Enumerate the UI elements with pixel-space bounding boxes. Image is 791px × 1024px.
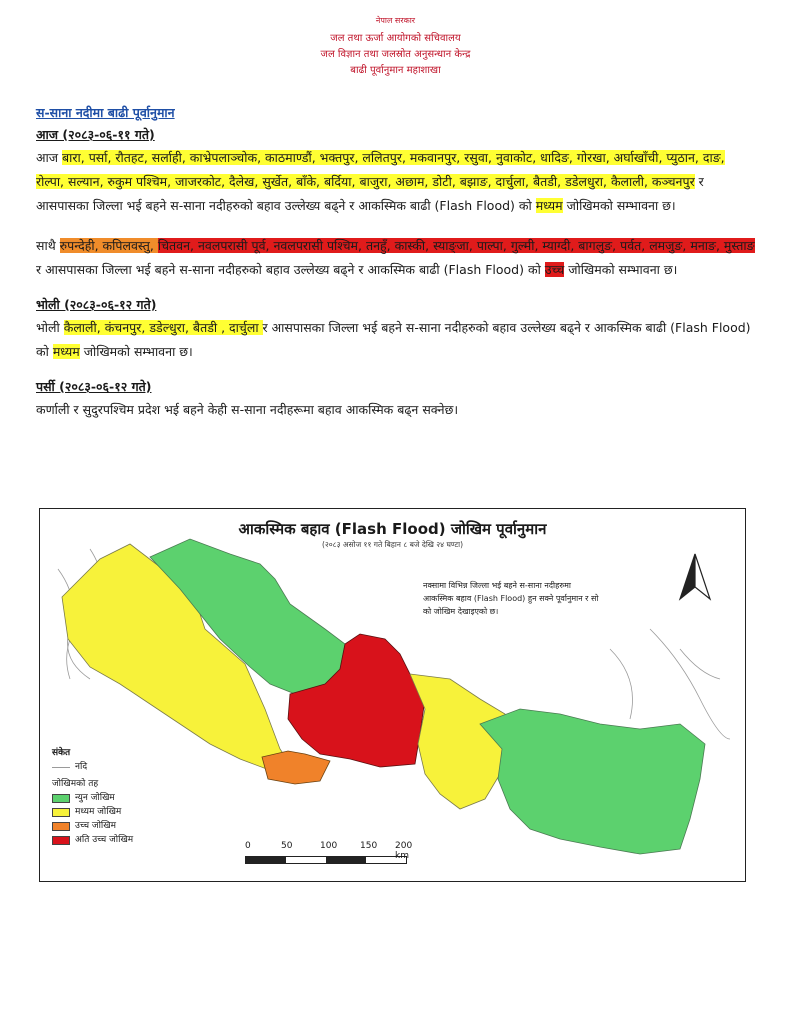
scale-bar-graphic [245,856,407,864]
map-note: नक्सामा विभिन्न जिल्ला भई बहने स-साना नदीहरुमा आकस्मिक बहाव (Flash Flood) हुन सक्ने पूर्वानुमान र सो को जोखिम देखाइएको छ। [423,581,599,616]
tomorrow-mid: र आसपासका जिल्ला भई बहने स-साना नदीहरुको बहाव उल्लेख्य बढ्ने र आकस्मिक बाढी (Flash Flood) को [36,320,751,359]
today-paragraph-2 [36,234,756,282]
legend-low-label: न्युन जोखिम [75,792,115,803]
tomorrow-end: जोखिमको सम्भावना छ। [79,344,193,359]
tomorrow-districts: कैलाली, कंचनपुर, डडेल्धुरा, बैतडी , दार्चुला [63,320,263,335]
north-arrow [680,554,710,599]
division-line: बाढी पूर्वानुमान महाशाखा [350,65,441,76]
legend-river-label: नदि [75,761,88,772]
scale-bar [245,841,420,864]
legend-high [52,819,133,833]
legend-low [52,791,133,805]
today-p1-prefix: आज [36,150,63,165]
region-east-low [480,709,705,854]
scale-label-200: 200 km [395,841,413,861]
tomorrow-level: मध्यम [52,344,80,359]
dayafter-paragraph: कर्णाली र सुदुरपश्चिम प्रदेश भई बहने केही स-साना नदीहरूमा बहाव आकस्मिक बढ्न सक्नेछ। [36,402,459,417]
today-paragraph-1 [36,146,756,218]
forecast-text [36,104,756,422]
today-high-districts-red: चितवन, नवलपरासी पूर्व, नवलपरासी पश्चिम, तनहुँ, कास्की, स्याङ्जा, पाल्पा, गुल्मी, म्याग्दी, बागलुङ, पर्वत, लमजुङ, मनाङ, मुस्ताङ [157,238,755,253]
today-high-districts-orange: रुपन्देही, कपिलवस्तु, [59,238,158,253]
scale-label-100: 100 [320,841,338,851]
legend-very-high [52,833,133,847]
medium-swatch [52,808,70,817]
map-subtitle: (२०८३ असोज ११ गते बिहान ८ बजे देखि २४ घण्टा) [321,540,464,549]
legend-high-label: उच्च जोखिम [75,820,116,831]
region-high [262,751,330,784]
map-title: आकस्मिक बहाव (Flash Flood) जोखिम पूर्वानुमान [238,520,547,538]
today-p2-prefix: साथै [36,238,60,253]
legend-medium [52,805,133,819]
dayafter-heading: पर्सी (२०८३-०६-१२ गते) [36,379,152,394]
tomorrow-prefix: भोली [36,320,64,335]
scale-label-150: 150 [360,841,378,851]
low-swatch [52,794,70,803]
very-high-swatch [52,836,70,845]
nepal-map [40,509,746,882]
centre-line: जल विज्ञान तथा जलस्रोत अनुसन्धान केन्द्र [320,49,471,60]
map-legend [52,747,133,847]
river-line-swatch [52,767,70,768]
tomorrow-heading: भोली (२०८३-०६-१२ गते) [36,297,157,312]
section-title: स-साना नदीमा बाढी पूर्वानुमान [36,105,175,120]
commission-line: जल तथा ऊर्जा आयोगको सचिवालय [330,33,461,44]
legend-risk-title: जोखिमको तह [52,779,99,789]
today-p2-level: उच्च [544,262,565,277]
today-p1-level: मध्यम [535,198,563,213]
today-heading: आज (२०८३-०६-११ गते) [36,127,155,142]
legend-river [52,760,133,774]
today-p2-mid: र आसपासका जिल्ला भई बहने स-साना नदीहरुको बहाव उल्लेख्य बढ्ने र आकस्मिक बाढी (Flash Flood) को [36,262,545,277]
high-swatch [52,822,70,831]
legend-medium-label: मध्यम जोखिम [75,806,122,817]
legend-very-high-label: अति उच्च जोखिम [75,834,134,845]
scale-label-0: 0 [245,841,251,851]
today-p1-end: जोखिमको सम्भावना छ। [562,198,676,213]
today-p1-mid: र आसपासका जिल्ला भई बहने स-साना नदीहरुको बहाव उल्लेख्य बढ्ने र आकस्मिक बाढी (Flash Flood) को [36,174,704,213]
today-p2-end: जोखिमको सम्भावना छ। [564,262,678,277]
scale-label-50: 50 [281,841,293,851]
risk-map-panel [39,508,746,882]
today-medium-districts: बारा, पर्सा, रौतहट, सर्लाही, काभ्रेपलाञ्चोक, काठमाण्डौं, भक्तपुर, ललितपुर, मकवानपुर, रसुवा, नुवाकोट, धादिङ, गोरखा, अर्घाखाँची, प्युठान, दाङ, रोल्पा, सल्यान, रुकुम पश्चिम, जाजरकोट, दैलेख, सुर्खेत, बाँके, बर्दिया, बाजुरा, अछाम, डोटी, बझाङ, दार्चुला, बैतडी, डडेलधुरा, कैलाली, कञ्चनपुर [36,150,725,189]
govt-line: नेपाल सरकार [375,16,416,25]
tomorrow-paragraph [36,316,756,364]
legend-title: संकेत [52,748,71,758]
